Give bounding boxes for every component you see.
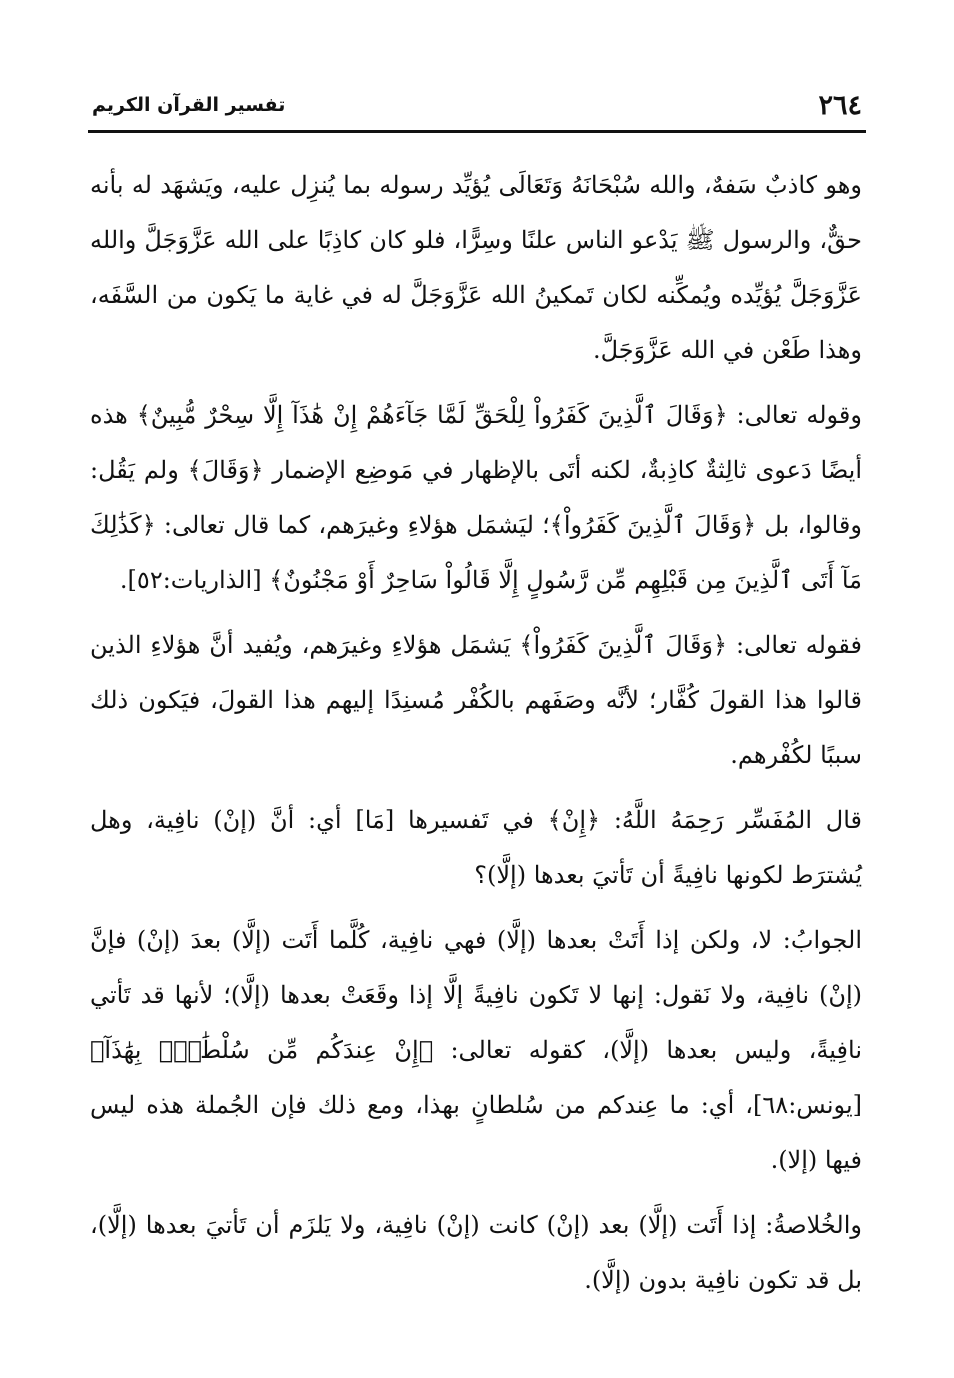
page-number: ٢٦٤: [818, 90, 862, 121]
paragraph-5: الجوابُ: لا، ولكن إذا أَتَتْ بعدها (إلَّا) فهي نافِية، كُلَّما أَتَت (إلَّا) بعدَ (إنْ) فإنَّ (إنْ) نافِية، ولا نَقول: إنها لا تَكون نافِيةً إلَّا إذا وقَعَتْ بعدها (إلَّا)؛ لأنها قد تَأتي نافِيةً، وليس بعدها (إلَّا)، كقوله تعالى: ﴿إِنْ عِندَكُم مِّن سُلْطَٰنٍۭ بِهَٰذَآ﴾ [يونس:٦٨]، أي: ما عِندكم من سُلطانٍ بهذا، ومع ذلك فإن الجُملة هذه ليس فيها (إلا).: [90, 926, 863, 1174]
paragraph-2: وقوله تعالى: ﴿وَقَالَ ٱلَّذِينَ كَفَرُواْ لِلْحَقِّ لَمَّا جَآءَهُمْ إِنْ هَٰذَآ إِلَّا سِحْرٌ مُّبِينٌ﴾ هذه أيضًا دَعوى ثالِثةٌ كاذِبةٌ، لكنه أتَى بالإظهار في مَوضِع الإضمار ﴿وَقَالَ﴾ ولم يَقُل: وقالوا، بل ﴿وَقَالَ ٱلَّذِينَ كَفَرُواْ﴾؛ ليَشمَل هؤلاءِ وغيرَهم، كما قال تعالى: ﴿كَذَٰلِكَ مَآ أَتَى ٱلَّذِينَ مِن قَبْلِهِم مِّن رَّسُولٍ إِلَّا قَالُواْ سَاحِرٌ أَوْ مَجْنُونٌ﴾ [الذاريات:٥٢].: [90, 401, 862, 594]
paragraph-4: قال المُفَسِّر رَحِمَهُ اللَّهُ: ﴿إِنْ﴾ في تَفسيرها [مَا] أي: أنَّ (إنْ) نافِية، وهل يُشترَط لكونها نافِيةً أن تَأتيَ بعدها (إلَّا)؟: [90, 806, 862, 889]
header-divider: [88, 130, 866, 133]
book-title: تفسير القرآن الكريم: [92, 94, 286, 116]
paragraph-6: والخُلاصةُ: إذا أَتَت (إلَّا) بعد (إنْ) كانت (إنْ) نافِية، ولا يَلزَم أن تَأتيَ بعدها (إلَّا)، بل قد تكون نافِية بدون (إلَّا).: [90, 1211, 862, 1294]
paragraph-1: وهو كاذبٌ سَفهٌ، والله سُبْحَانَهُ وَتَعَالَى يُؤيِّد رسوله بما يُنزِل عليه، ويَشهَد له بأنه حقٌّ، والرسول ﷺ يَدْعو الناس علنًا وسِرًّا، فلو كان كاذِبًا على الله عَزَّوَجَلَّ والله عَزَّوَجَلَّ يُؤيِّده ويُمكِّنه لكان تَمكينُ الله عَزَّوَجَلَّ له في غاية ما يَكون من السَّفَه، وهذا طَعْن في الله عَزَّوَجَلَّ.: [90, 171, 863, 364]
page-body: [90, 158, 862, 1318]
page-header: [88, 80, 866, 132]
paragraph-3: فقوله تعالى: ﴿وَقَالَ ٱلَّذِينَ كَفَرُواْ﴾ يَشمَل هؤلاءِ وغيرَهم، ويُفيد أنَّ هؤلاءِ الذين قالوا هذا القولَ كُفَّار؛ لأنَّه وصَفَهم بالكُفْر مُسنِدًا إليهم هذا القولَ، فيَكون ذلك سببًا لكُفْرهم.: [90, 631, 862, 769]
